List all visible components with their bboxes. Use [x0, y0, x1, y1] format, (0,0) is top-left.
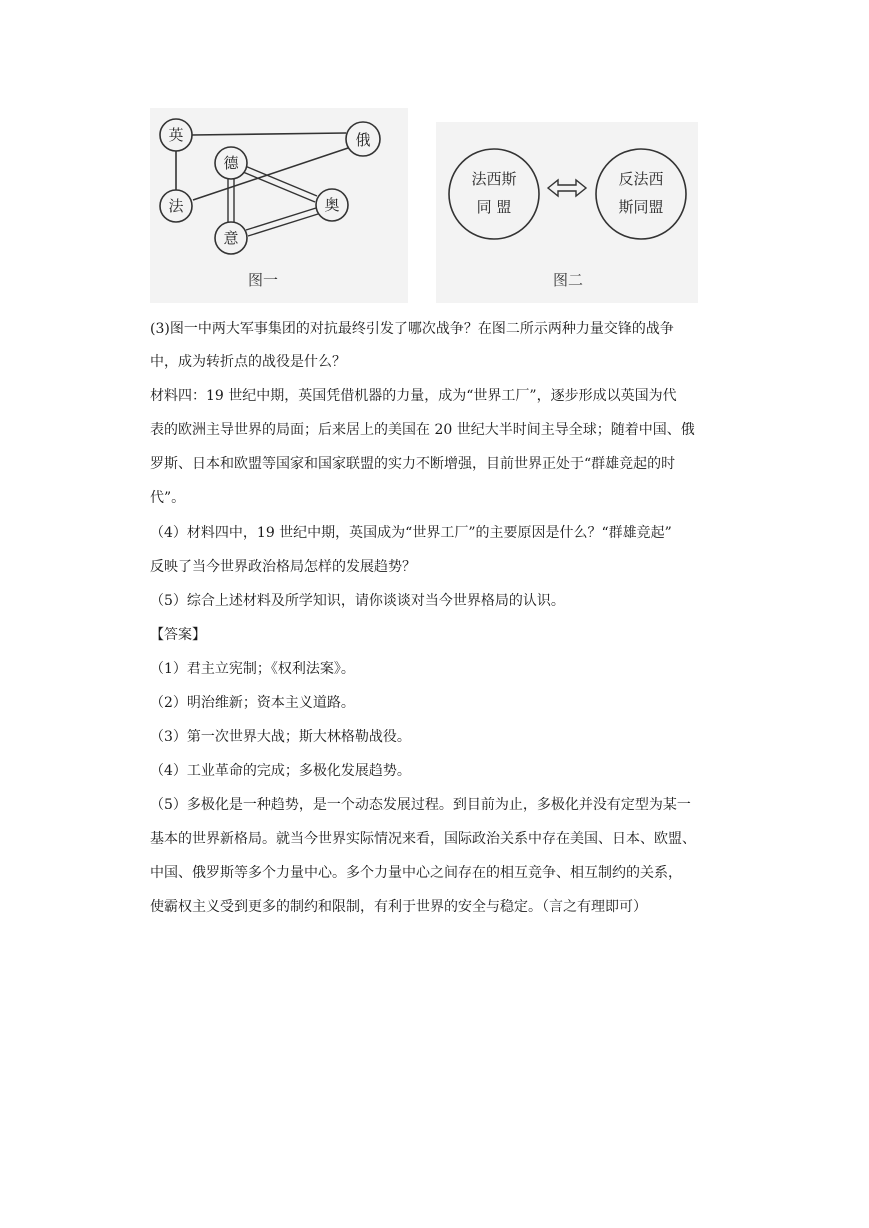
- material-4-line-2: 表的欧洲主导世界的局面；后来居上的美国在 20 世纪大半时间主导全球；随着中国、俄: [150, 422, 695, 438]
- svg-text:英: 英: [168, 126, 184, 144]
- svg-text:同 盟: 同 盟: [476, 198, 512, 216]
- answer-3: （3）第一次世界大战；斯大林格勒战役。: [150, 729, 411, 745]
- question-3-line-2: 中，成为转折点的战役是什么？: [150, 354, 346, 370]
- svg-text:俄: 俄: [355, 131, 371, 149]
- question-and-answer-text: [150, 0, 720, 1228]
- question-4-line-2: 反映了当今世界政治格局怎样的发展趋势？: [150, 559, 416, 575]
- question-3-line-1: (3)图一中两大军事集团的对抗最终引发了哪次战争？在图二所示两种力量交锋的战争: [150, 321, 674, 337]
- answer-1: （1）君主立宪制；《权利法案》。: [150, 661, 355, 677]
- question-4-line-1: （4）材料四中，19 世纪中期，英国成为“世界工厂”的主要原因是什么？“群雄竞起”: [150, 525, 672, 541]
- answer-5-line-4: 使霸权主义受到更多的制约和限制，有利于世界的安全与稳定。（言之有理即可）: [150, 899, 647, 915]
- material-4-line-3: 罗斯、日本和欧盟等国家和国家联盟的实力不断增强，目前世界正处于“群雄竞起的时: [150, 456, 676, 472]
- svg-text:斯同盟: 斯同盟: [618, 198, 664, 216]
- figure-one-caption: 图一: [247, 271, 279, 289]
- question-5: （5）综合上述材料及所学知识，请你谈谈对当今世界格局的认识。: [150, 593, 565, 609]
- answer-5-line-2: 基本的世界新格局。就当今世界实际情况来看，国际政治关系中存在美国、日本、欧盟、: [150, 831, 696, 847]
- svg-text:法: 法: [168, 197, 184, 215]
- material-4-line-4: 代”。: [150, 490, 186, 506]
- answer-5-line-1: （5）多极化是一种趋势，是一个动态发展过程。到目前为止，多极化并没有定型为某一: [150, 797, 691, 813]
- svg-text:奥: 奥: [324, 196, 340, 214]
- svg-text:法西斯: 法西斯: [471, 170, 517, 188]
- answer-5-line-3: 中国、俄罗斯等多个力量中心。多个力量中心之间存在的相互竞争、相互制约的关系，: [150, 865, 682, 881]
- material-4-line-1: 材料四：19 世纪中期，英国凭借机器的力量，成为“世界工厂”，逐步形成以英国为代: [150, 388, 677, 404]
- figure-two-caption: 图二: [552, 271, 584, 289]
- svg-text:德: 德: [223, 154, 239, 172]
- answer-4: （4）工业革命的完成；多极化发展趋势。: [150, 763, 411, 779]
- svg-text:反法西: 反法西: [618, 170, 664, 188]
- answer-2: （2）明治维新；资本主义道路。: [150, 695, 355, 711]
- answer-heading: 【答案】: [150, 627, 206, 643]
- svg-text:意: 意: [223, 229, 239, 247]
